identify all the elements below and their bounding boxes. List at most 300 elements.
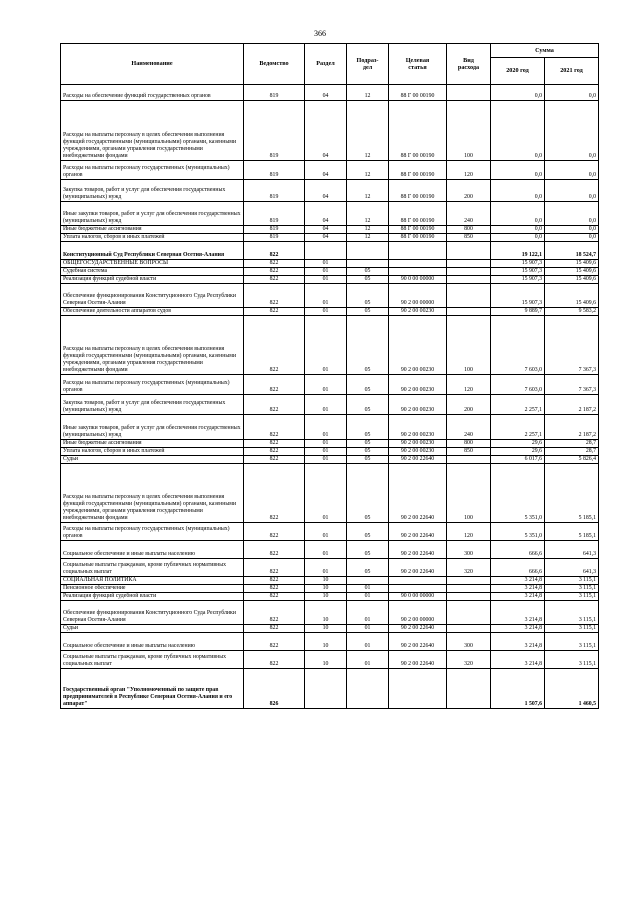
row-target: 88 Г 00 00190 [389, 234, 447, 242]
row-sum-2021: 2 187,2 [545, 395, 599, 415]
row-name: Судебная система [61, 268, 244, 276]
row-sum-2020: 29,6 [491, 448, 545, 456]
table-row [61, 456, 599, 464]
row-sum-2020: 2 257,1 [491, 415, 545, 440]
row-target: 90 2 00 00230 [389, 375, 447, 395]
row-sum-2020: 0,0 [491, 226, 545, 234]
row-sum-2020: 7 603,0 [491, 375, 545, 395]
row-sum-2020: 6 017,6 [491, 456, 545, 464]
table-body [61, 85, 599, 709]
table-row [61, 284, 599, 308]
row-dept: 822 [244, 268, 305, 276]
row-target [389, 242, 447, 260]
row-exp-type: 240 [447, 415, 491, 440]
table-row [61, 633, 599, 651]
row-target: 90 0 00 00000 [389, 593, 447, 601]
row-section: 01 [305, 559, 347, 577]
header-year-2020: 2020 год [491, 58, 545, 85]
row-subsection [347, 669, 389, 709]
row-exp-type: 200 [447, 180, 491, 202]
row-target: 90 2 00 00230 [389, 448, 447, 456]
row-exp-type: 800 [447, 226, 491, 234]
row-subsection [347, 577, 389, 585]
row-exp-type: 100 [447, 101, 491, 161]
row-subsection [347, 242, 389, 260]
row-sum-2020: 15 907,3 [491, 284, 545, 308]
row-dept: 822 [244, 276, 305, 284]
row-subsection: 05 [347, 415, 389, 440]
row-target: 90 2 00 22640 [389, 464, 447, 523]
row-name: Социальное обеспечение и иные выплаты населению [61, 633, 244, 651]
row-dept: 822 [244, 308, 305, 316]
row-sum-2020: 5 351,0 [491, 523, 545, 541]
header-sum: Сумма [491, 44, 599, 58]
row-section: 04 [305, 234, 347, 242]
page-number: 366 [314, 29, 326, 38]
row-sum-2021: 1 460,5 [545, 669, 599, 709]
header-section: Раздел [305, 44, 347, 85]
row-sum-2020: 0,0 [491, 101, 545, 161]
row-exp-type [447, 593, 491, 601]
row-target: 88 Г 00 00190 [389, 226, 447, 234]
row-dept: 822 [244, 448, 305, 456]
row-name: Расходы на выплаты персоналу государственных (муниципальных) органов [61, 523, 244, 541]
row-dept: 822 [244, 625, 305, 633]
row-sum-2021: 3 115,1 [545, 601, 599, 625]
row-sum-2020: 19 122,1 [491, 242, 545, 260]
row-target: 90 2 00 00000 [389, 284, 447, 308]
row-exp-type: 800 [447, 440, 491, 448]
row-name: Уплата налогов, сборов и иных платежей [61, 448, 244, 456]
row-section: 01 [305, 308, 347, 316]
row-target: 90 2 00 22640 [389, 625, 447, 633]
row-sum-2020: 0,0 [491, 234, 545, 242]
row-name: Реализация функций судебной власти [61, 276, 244, 284]
row-sum-2021: 0,0 [545, 85, 599, 101]
row-name: Пенсионное обеспечение [61, 585, 244, 593]
row-target [389, 260, 447, 268]
table-row [61, 464, 599, 523]
row-name: Расходы на выплаты персоналу в целях обеспечения выполнения функций государственными (муниципальными) органами, казенными учреждениями, органами управления государственными внебюджетными фондами [61, 316, 244, 375]
row-exp-type [447, 585, 491, 593]
header-year-2021: 2021 год [545, 58, 599, 85]
row-section [305, 669, 347, 709]
row-name: Обеспечение функционирования Конституционного Суда Республики Северная Осетия-Алания [61, 284, 244, 308]
row-target: 90 2 00 22640 [389, 651, 447, 669]
table-row [61, 202, 599, 226]
row-target: 90 2 00 22640 [389, 541, 447, 559]
row-exp-type: 300 [447, 633, 491, 651]
row-dept: 822 [244, 593, 305, 601]
row-subsection: 05 [347, 308, 389, 316]
row-name: Расходы на обеспечение функций государственных органов [61, 85, 244, 101]
row-subsection: 05 [347, 523, 389, 541]
header-exp-type: Вид расхода [447, 44, 491, 85]
row-dept: 819 [244, 101, 305, 161]
table-row [61, 559, 599, 577]
row-sum-2020: 3 214,8 [491, 633, 545, 651]
row-sum-2021: 15 409,6 [545, 276, 599, 284]
row-sum-2020: 666,6 [491, 541, 545, 559]
row-target: 88 Г 00 00190 [389, 101, 447, 161]
row-subsection: 01 [347, 651, 389, 669]
row-sum-2020: 0,0 [491, 85, 545, 101]
row-section: 04 [305, 161, 347, 180]
row-section: 01 [305, 464, 347, 523]
row-section: 01 [305, 276, 347, 284]
row-sum-2020: 0,0 [491, 202, 545, 226]
row-subsection: 05 [347, 268, 389, 276]
table-row [61, 242, 599, 260]
table-row [61, 268, 599, 276]
row-sum-2021: 641,3 [545, 541, 599, 559]
row-name: Государственный орган "Уполномоченный по защите прав предпринимателей в Республике Северная Осетия-Алания и его аппарат" [61, 669, 244, 709]
row-target [389, 669, 447, 709]
row-name: Обеспечение деятельности аппаратов судов [61, 308, 244, 316]
row-section: 04 [305, 202, 347, 226]
row-section: 01 [305, 268, 347, 276]
row-sum-2021: 5 185,1 [545, 523, 599, 541]
row-target [389, 268, 447, 276]
row-sum-2020: 3 214,8 [491, 585, 545, 593]
row-dept: 822 [244, 633, 305, 651]
row-sum-2021: 15 409,6 [545, 260, 599, 268]
row-name: Социальное обеспечение и иные выплаты населению [61, 541, 244, 559]
row-name: Закупка товаров, работ и услуг для обеспечения государственных (муниципальных) нужд [61, 395, 244, 415]
row-sum-2020: 0,0 [491, 161, 545, 180]
row-sum-2020: 9 889,7 [491, 308, 545, 316]
table-row [61, 440, 599, 448]
table-row [61, 226, 599, 234]
row-dept: 822 [244, 316, 305, 375]
table-row [61, 593, 599, 601]
table-row [61, 523, 599, 541]
row-dept: 822 [244, 415, 305, 440]
row-target: 90 2 00 00230 [389, 440, 447, 448]
row-dept: 822 [244, 601, 305, 625]
row-sum-2021: 9 583,2 [545, 308, 599, 316]
row-section: 01 [305, 456, 347, 464]
row-target [389, 577, 447, 585]
table-row [61, 601, 599, 625]
row-sum-2021: 28,7 [545, 440, 599, 448]
row-section: 10 [305, 633, 347, 651]
row-section: 01 [305, 316, 347, 375]
row-exp-type: 320 [447, 559, 491, 577]
row-section: 04 [305, 180, 347, 202]
row-sum-2021: 0,0 [545, 234, 599, 242]
row-subsection: 12 [347, 85, 389, 101]
row-subsection: 01 [347, 601, 389, 625]
row-sum-2021: 7 367,3 [545, 375, 599, 395]
row-sum-2020: 5 351,0 [491, 464, 545, 523]
row-section: 01 [305, 284, 347, 308]
row-sum-2020: 666,6 [491, 559, 545, 577]
row-sum-2020: 7 603,0 [491, 316, 545, 375]
table-row [61, 316, 599, 375]
row-sum-2021: 18 524,7 [545, 242, 599, 260]
row-exp-type [447, 268, 491, 276]
row-section: 01 [305, 395, 347, 415]
row-exp-type [447, 601, 491, 625]
row-subsection: 01 [347, 593, 389, 601]
row-sum-2021: 28,7 [545, 448, 599, 456]
row-subsection: 05 [347, 284, 389, 308]
row-subsection: 01 [347, 633, 389, 651]
table-row [61, 161, 599, 180]
row-dept: 819 [244, 202, 305, 226]
row-sum-2021: 15 409,6 [545, 268, 599, 276]
table-row [61, 260, 599, 268]
row-sum-2020: 3 214,8 [491, 577, 545, 585]
row-section: 10 [305, 651, 347, 669]
row-subsection: 05 [347, 316, 389, 375]
row-exp-type: 120 [447, 523, 491, 541]
row-name: Расходы на выплаты персоналу государственных (муниципальных) органов [61, 161, 244, 180]
row-section: 01 [305, 523, 347, 541]
row-sum-2020: 3 214,8 [491, 625, 545, 633]
row-dept: 822 [244, 541, 305, 559]
row-name: Обеспечение функционирования Конституционного Суда Республики Северная Осетия-Алания [61, 601, 244, 625]
header-dept: Ведомство [244, 44, 305, 85]
row-subsection [347, 260, 389, 268]
row-name: СОЦИАЛЬНАЯ ПОЛИТИКА [61, 577, 244, 585]
row-subsection: 05 [347, 440, 389, 448]
row-sum-2020: 0,0 [491, 180, 545, 202]
row-section: 04 [305, 85, 347, 101]
row-sum-2020: 15 907,3 [491, 268, 545, 276]
row-dept: 819 [244, 161, 305, 180]
row-target: 90 2 00 00230 [389, 415, 447, 440]
row-target: 90 2 00 22640 [389, 523, 447, 541]
row-subsection: 01 [347, 625, 389, 633]
row-section: 01 [305, 541, 347, 559]
row-exp-type [447, 669, 491, 709]
table-row [61, 395, 599, 415]
row-subsection: 12 [347, 202, 389, 226]
row-target: 90 2 00 00230 [389, 308, 447, 316]
row-sum-2020: 3 214,8 [491, 593, 545, 601]
row-name: Иные закупки товаров, работ и услуг для обеспечения государственных (муниципальных) нужд [61, 415, 244, 440]
table-row [61, 651, 599, 669]
row-sum-2021: 3 115,1 [545, 651, 599, 669]
row-name: ОБЩЕГОСУДАРСТВЕННЫЕ ВОПРОСЫ [61, 260, 244, 268]
table-row [61, 625, 599, 633]
row-target: 88 Г 00 00190 [389, 85, 447, 101]
row-exp-type: 320 [447, 651, 491, 669]
row-name: Расходы на выплаты персоналу государственных (муниципальных) органов [61, 375, 244, 395]
table-row [61, 234, 599, 242]
row-exp-type: 120 [447, 375, 491, 395]
row-section: 01 [305, 448, 347, 456]
row-dept: 822 [244, 559, 305, 577]
row-sum-2020: 15 907,3 [491, 276, 545, 284]
row-name: Судьи [61, 625, 244, 633]
table-row [61, 585, 599, 593]
row-sum-2020: 29,6 [491, 440, 545, 448]
row-sum-2021: 3 115,1 [545, 577, 599, 585]
row-dept: 822 [244, 577, 305, 585]
row-target: 88 Г 00 00190 [389, 180, 447, 202]
row-name: Закупка товаров, работ и услуг для обеспечения государственных (муниципальных) нужд [61, 180, 244, 202]
row-subsection: 12 [347, 161, 389, 180]
table-row [61, 577, 599, 585]
row-dept: 819 [244, 234, 305, 242]
row-dept: 822 [244, 440, 305, 448]
row-exp-type: 200 [447, 395, 491, 415]
row-sum-2021: 3 115,1 [545, 625, 599, 633]
row-name: Иные закупки товаров, работ и услуг для обеспечения государственных (муниципальных) нужд [61, 202, 244, 226]
row-subsection: 01 [347, 585, 389, 593]
row-sum-2021: 3 115,1 [545, 585, 599, 593]
row-exp-type: 240 [447, 202, 491, 226]
row-section: 10 [305, 601, 347, 625]
row-exp-type: 100 [447, 464, 491, 523]
row-sum-2021: 0,0 [545, 180, 599, 202]
row-target [389, 585, 447, 593]
row-dept: 822 [244, 464, 305, 523]
row-section: 01 [305, 440, 347, 448]
row-sum-2021: 0,0 [545, 202, 599, 226]
table-row [61, 375, 599, 395]
row-name: Социальные выплаты гражданам, кроме публичных нормативных социальных выплат [61, 651, 244, 669]
row-dept: 819 [244, 85, 305, 101]
header-subsection: Подраз- дел [347, 44, 389, 85]
row-sum-2021: 641,3 [545, 559, 599, 577]
row-section: 10 [305, 577, 347, 585]
row-subsection: 12 [347, 226, 389, 234]
row-exp-type [447, 456, 491, 464]
row-exp-type: 100 [447, 316, 491, 375]
row-dept: 822 [244, 260, 305, 268]
row-sum-2021: 0,0 [545, 161, 599, 180]
row-target: 88 Г 00 00190 [389, 161, 447, 180]
header-name: Наименование [61, 44, 244, 85]
row-exp-type [447, 308, 491, 316]
row-target: 90 2 00 22640 [389, 456, 447, 464]
row-dept: 819 [244, 180, 305, 202]
row-subsection: 05 [347, 456, 389, 464]
table-row [61, 308, 599, 316]
row-subsection: 05 [347, 375, 389, 395]
row-name: Конституционный Суд Республики Северная Осетия-Алания [61, 242, 244, 260]
row-name: Реализация функций судебной власти [61, 593, 244, 601]
row-target: 90 2 00 00230 [389, 316, 447, 375]
row-section: 04 [305, 101, 347, 161]
row-dept: 822 [244, 242, 305, 260]
row-exp-type [447, 260, 491, 268]
row-dept: 822 [244, 651, 305, 669]
row-name: Иные бюджетные ассигнования [61, 226, 244, 234]
row-sum-2021: 0,0 [545, 226, 599, 234]
row-subsection: 12 [347, 234, 389, 242]
table-row [61, 101, 599, 161]
row-sum-2020: 3 214,8 [491, 651, 545, 669]
row-section: 01 [305, 375, 347, 395]
row-name: Уплата налогов, сборов и иных платежей [61, 234, 244, 242]
row-dept: 822 [244, 456, 305, 464]
row-target: 90 2 00 22640 [389, 559, 447, 577]
row-exp-type [447, 284, 491, 308]
row-dept: 822 [244, 395, 305, 415]
table-row [61, 180, 599, 202]
row-name: Судьи [61, 456, 244, 464]
row-section: 10 [305, 585, 347, 593]
row-exp-type [447, 625, 491, 633]
row-target: 90 2 00 00000 [389, 601, 447, 625]
row-exp-type: 300 [447, 541, 491, 559]
row-sum-2021: 5 185,1 [545, 464, 599, 523]
row-subsection: 05 [347, 464, 389, 523]
budget-table [60, 43, 599, 709]
row-sum-2020: 3 214,8 [491, 601, 545, 625]
row-subsection: 12 [347, 180, 389, 202]
row-name: Иные бюджетные ассигнования [61, 440, 244, 448]
row-sum-2020: 2 257,1 [491, 395, 545, 415]
table-row [61, 415, 599, 440]
row-dept: 822 [244, 284, 305, 308]
row-subsection: 12 [347, 101, 389, 161]
row-section: 10 [305, 625, 347, 633]
row-subsection: 05 [347, 276, 389, 284]
row-section [305, 242, 347, 260]
row-exp-type: 850 [447, 234, 491, 242]
table-row [61, 541, 599, 559]
row-target: 88 Г 00 00190 [389, 202, 447, 226]
row-section: 01 [305, 260, 347, 268]
row-target: 90 2 00 00230 [389, 395, 447, 415]
row-target: 90 0 00 00000 [389, 276, 447, 284]
row-exp-type: 120 [447, 161, 491, 180]
table-row [61, 448, 599, 456]
row-exp-type [447, 85, 491, 101]
row-exp-type [447, 242, 491, 260]
row-dept: 819 [244, 226, 305, 234]
row-sum-2021: 3 115,1 [545, 593, 599, 601]
row-dept: 822 [244, 585, 305, 593]
row-exp-type [447, 276, 491, 284]
table-row [61, 276, 599, 284]
table-row [61, 669, 599, 709]
row-sum-2021: 15 409,6 [545, 284, 599, 308]
row-exp-type: 850 [447, 448, 491, 456]
row-name: Расходы на выплаты персоналу в целях обеспечения выполнения функций государственными (муниципальными) органами, казенными учреждениями, органами управления государственными внебюджетными фондами [61, 101, 244, 161]
row-sum-2021: 0,0 [545, 101, 599, 161]
row-name: Расходы на выплаты персоналу в целях обеспечения выполнения функций государственными (муниципальными) органами, казенными учреждениями, органами управления государственными внебюджетными фондами [61, 464, 244, 523]
row-subsection: 05 [347, 541, 389, 559]
row-section: 01 [305, 415, 347, 440]
row-dept: 822 [244, 523, 305, 541]
row-subsection: 05 [347, 395, 389, 415]
table-row [61, 85, 599, 101]
row-name: Социальные выплаты гражданам, кроме публичных нормативных социальных выплат [61, 559, 244, 577]
row-dept: 822 [244, 375, 305, 395]
row-sum-2021: 7 367,3 [545, 316, 599, 375]
row-sum-2020: 15 907,3 [491, 260, 545, 268]
header-target: Целевая статья [389, 44, 447, 85]
row-dept: 826 [244, 669, 305, 709]
row-exp-type [447, 577, 491, 585]
row-target: 90 2 00 22640 [389, 633, 447, 651]
row-subsection: 05 [347, 448, 389, 456]
row-sum-2021: 3 115,1 [545, 633, 599, 651]
row-sum-2020: 1 507,6 [491, 669, 545, 709]
row-sum-2021: 5 826,4 [545, 456, 599, 464]
row-subsection: 05 [347, 559, 389, 577]
row-section: 10 [305, 593, 347, 601]
row-sum-2021: 2 187,2 [545, 415, 599, 440]
row-section: 04 [305, 226, 347, 234]
